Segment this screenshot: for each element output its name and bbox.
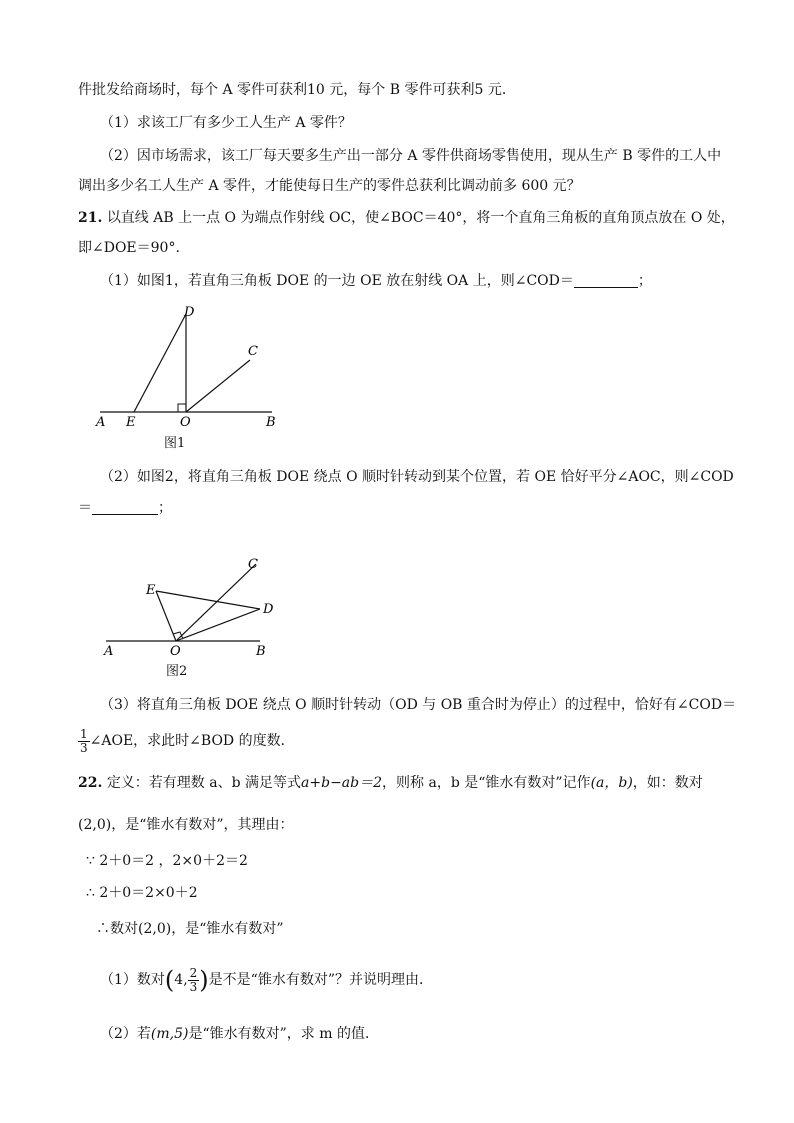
q21-part2-eq: ＝ xyxy=(78,500,92,516)
ray-oc xyxy=(176,564,256,641)
q21-stem-a: 以直线 AB 上一点 O 为端点作射线 OC，使∠BOC＝40°，将一个直角三角板的直角顶点放在 O 处， xyxy=(106,210,735,226)
q21-part3-text: ∠AOE，求此时∠BOD 的度数． xyxy=(89,733,295,749)
label-b: B xyxy=(256,644,266,659)
q21-part3-line2 xyxy=(78,724,295,758)
q21-stem-line2: 即∠DOE＝90°. xyxy=(78,240,180,256)
q21-number: 21. xyxy=(78,210,103,226)
label-a: A xyxy=(96,415,106,430)
q22-part2-pair: (m,5) xyxy=(150,1026,189,1042)
label-c: C xyxy=(248,344,258,359)
q21-part2-end: ； xyxy=(158,500,172,516)
q22-conclude-b: ，是“锥水有数对” xyxy=(171,921,284,937)
figure-2 xyxy=(96,552,286,664)
q22-part2-a: （2）若 xyxy=(100,1026,151,1042)
q21-part1-text: （1）如图1，若直角三角板 DOE 的一边 OE 放在射线 OA 上，则∠COD＝ xyxy=(100,273,574,289)
q20-part2-line1: （2）因市场需求，该工厂每天要多生产出一部分 A 零件供商场零售使用，现从生产 B 零件的工人中 xyxy=(100,148,722,164)
q22-part2-b: 是“锥水有数对”，求 m 的值． xyxy=(188,1026,379,1042)
q21-part1-end: ； xyxy=(637,273,652,289)
q22-def-b: ，则称 a，b 是“锥水有数对”记作 xyxy=(382,775,591,791)
label-d: D xyxy=(184,305,195,320)
q22-conclude-pair: (2,0) xyxy=(138,921,172,937)
q22-because: ∵ 2＋0＝2 ，2×0＋2＝2 xyxy=(86,853,248,869)
label-o: O xyxy=(170,644,181,659)
label-c: C xyxy=(248,557,258,572)
q22-conclude-a: ∴数对 xyxy=(96,921,138,937)
q21-part1 xyxy=(100,271,652,291)
answer-blank xyxy=(574,273,638,288)
q20-line1: 件批发给商场时，每个 A 零件可获利10 元，每个 B 零件可获利5 元． xyxy=(78,82,516,98)
q22-part2 xyxy=(100,1024,379,1044)
fraction-two-thirds: $\frac{2}{3}$ xyxy=(189,965,198,994)
q22-part1-pair-left: 4, xyxy=(174,972,188,988)
segment-od xyxy=(176,609,260,641)
label-a: A xyxy=(104,644,114,659)
q20-part1: （1）求该工厂有多少工人生产 A 零件？ xyxy=(100,115,352,131)
label-d: D xyxy=(263,602,274,617)
q22-part1-b: 是不是“锥水有数对”？并说明理由． xyxy=(208,972,433,988)
label-o: O xyxy=(180,415,191,430)
q22-def-a: 定义：若有理数 a、b 满足等式 xyxy=(106,775,302,791)
label-b: B xyxy=(266,415,276,430)
figure-1 xyxy=(92,300,282,430)
segment-ed xyxy=(156,591,260,609)
q22-def-line2 xyxy=(78,815,294,835)
label-e: E xyxy=(146,583,156,598)
q21-part2-line2 xyxy=(78,498,172,518)
segment-ed xyxy=(134,314,186,412)
right-angle-mark xyxy=(178,404,186,412)
q20-part2-line2: 调出多少名工人生产 A 零件，才能使每日生产的零件总获利比调动前多 600 元？ xyxy=(78,178,581,194)
q22-def-equation: a+b−ab＝2 xyxy=(301,775,383,791)
q21-stem-line1 xyxy=(78,208,735,228)
fraction-one-third: $\frac{1}{3}$ xyxy=(80,726,88,755)
figure-2-caption: 图2 xyxy=(166,664,188,679)
q21-part2-line1: （2）如图2，将直角三角板 DOE 绕点 O 顺时针转动到某个位置，若 OE 恰好平分∠AOC，则∠COD xyxy=(100,469,734,485)
figure-1-caption: 图1 xyxy=(164,436,186,451)
q22-part1: （1）数对(4, $\frac{2}{3}$ )是不是“锥水有数对”？并说明理由． xyxy=(100,965,433,994)
q22-number: 22. xyxy=(78,775,103,791)
q22-therefore: ∴ 2＋0＝2×0＋2 xyxy=(86,885,198,901)
ray-oc xyxy=(186,360,250,412)
q22-def-line1 xyxy=(78,773,703,793)
q22-def-c: ，如：数对 xyxy=(632,775,703,791)
q22-part1-a: （1）数对 xyxy=(100,972,165,988)
answer-blank xyxy=(92,500,158,515)
q22-example-text: ，是“锥水有数对”，其理由： xyxy=(111,817,294,833)
q22-def-pair: (a，b) xyxy=(590,775,633,791)
q22-example-pair: (2,0) xyxy=(78,817,112,833)
label-e: E xyxy=(126,415,136,430)
q21-part3-line1: （3）将直角三角板 DOE 绕点 O 顺时针转动（OD 与 OB 重合时为停止）的过程中，恰好有∠COD＝ xyxy=(100,697,737,713)
q22-conclude xyxy=(96,919,284,939)
